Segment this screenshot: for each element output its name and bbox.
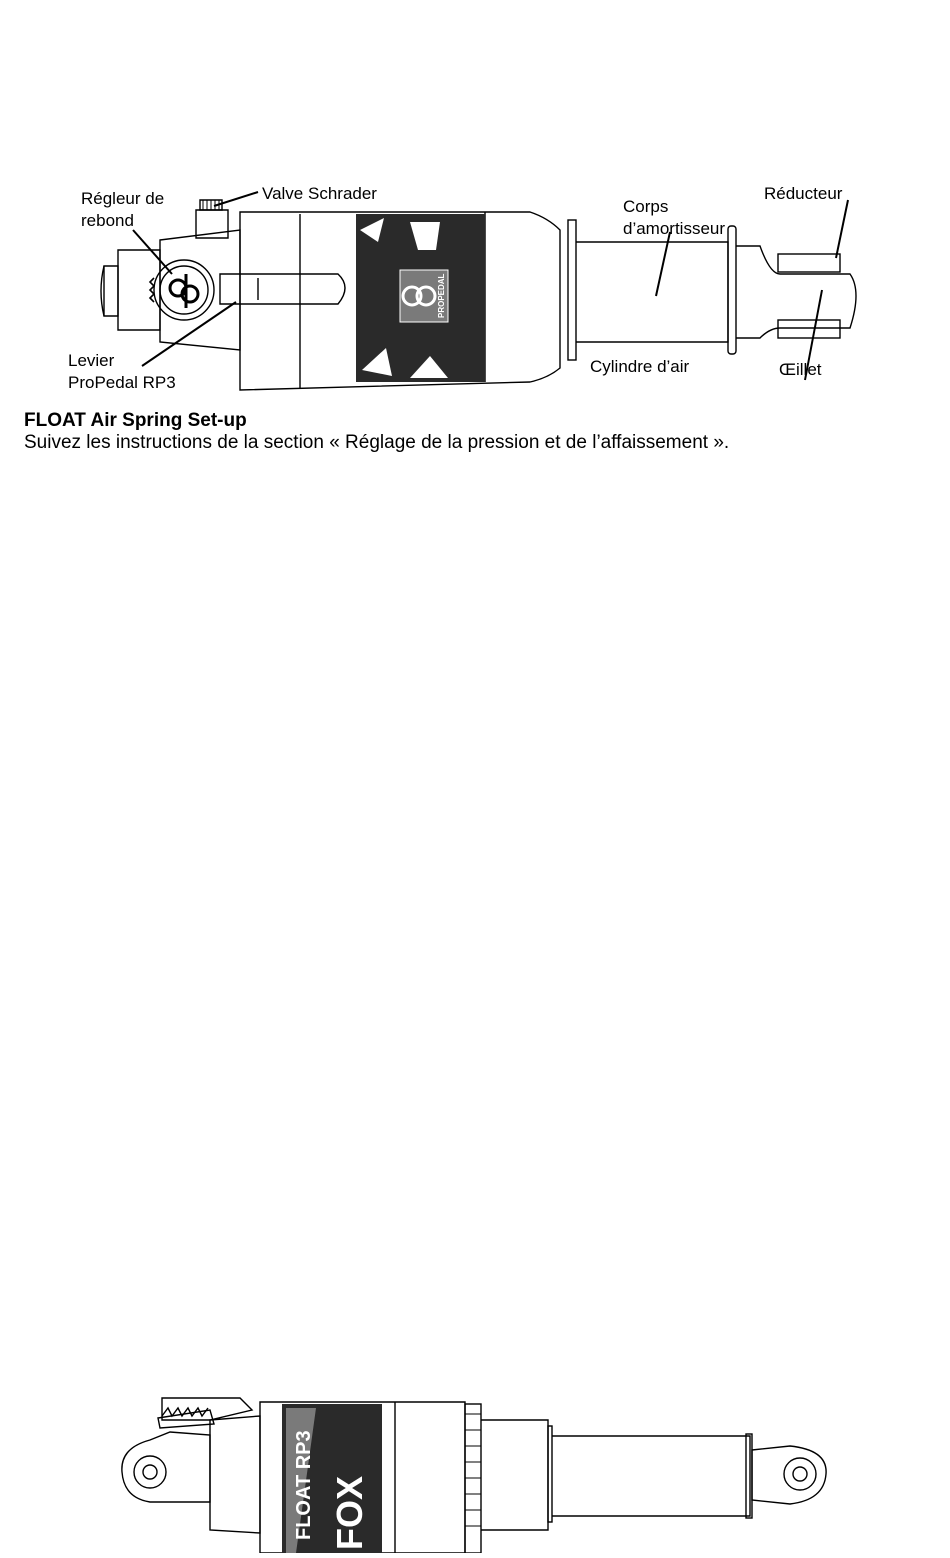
label-rebound-adjuster [81,188,164,232]
label-body-line2: d’amortisseur [623,219,726,238]
decal-fox: FOX [329,1475,370,1550]
shock-diagram [0,170,950,410]
bottom-shock-illustration [0,1380,950,1553]
label-reducer: Réducteur [764,184,843,203]
label-schrader-valve: Valve Schrader [262,184,377,203]
decal-float-rp3: FLOAT RP3 [293,1430,315,1540]
label-body-line1: Corps [623,197,669,216]
label-air-cylinder: Cylindre d’air [590,357,690,376]
label-eyelet: Œillet [779,360,822,379]
label-propedal-lever [68,350,176,394]
section-title: FLOAT Air Spring Set-up [24,410,247,431]
section-body: Suivez les instructions de la section « Réglage de la pression et de l’affaissement ». [24,432,730,453]
rear-shock-drawing [0,1380,950,1553]
label-rebound-line2: rebond [81,211,134,230]
label-lever-line2: ProPedal RP3 [68,373,176,392]
label-shock-body [623,196,725,240]
label-lever-line1: Levier [68,351,115,370]
decal-text: PROPEDAL [437,273,446,318]
label-rebound-line1: Régleur de [81,189,165,208]
propedal-logo-icon [170,274,198,308]
